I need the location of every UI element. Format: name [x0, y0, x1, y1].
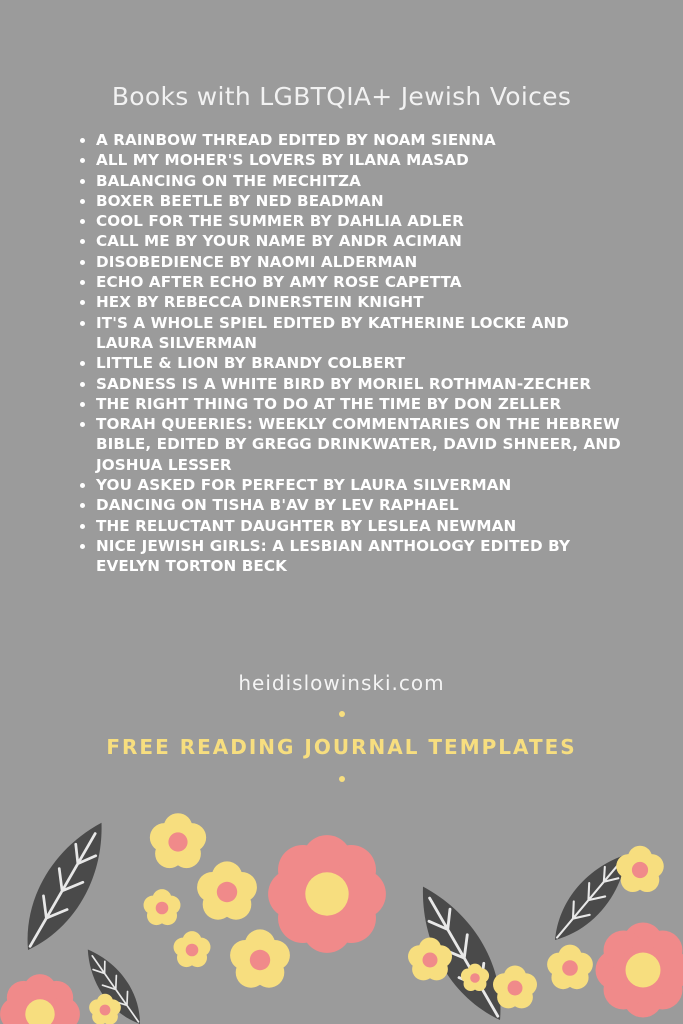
cta-text[interactable]: FREE READING JOURNAL TEMPLATES [106, 735, 577, 759]
divider-dot [339, 776, 345, 782]
pink-flower-icon [268, 835, 386, 953]
floral-decoration [0, 790, 683, 1024]
leaf-icon [9, 812, 121, 961]
yellow-flower-icon [493, 966, 537, 1009]
page-title: Books with LGBTQIA+ Jewish Voices [111, 82, 572, 111]
yellow-flower-icon [150, 813, 206, 868]
list-item: • TORAH QUEERIES: WEEKLY COMMENTARIES ON THE HEBREW BIBLE, EDITED BY GREGG DRINKWATER, DAVID SHNEER, AND JOSHUA LESSER [96, 414, 631, 475]
list-item: • COOL FOR THE SUMMER BY DAHLIA ADLER [96, 211, 631, 231]
list-item: • A RAINBOW THREAD EDITED BY NOAM SIENNA [96, 130, 631, 150]
list-item: • THE RELUCTANT DAUGHTER BY LESLEA NEWMAN [96, 516, 631, 536]
yellow-flower-icon [174, 931, 211, 967]
list-item: • ALL MY MOHER'S LOVERS BY ILANA MASAD [96, 150, 631, 170]
list-item: • DISOBEDIENCE BY NAOMI ALDERMAN [96, 252, 631, 272]
yellow-flower-icon [197, 861, 257, 919]
list-item: • BOXER BEETLE BY NED BEADMAN [96, 191, 631, 211]
book-list [78, 130, 631, 577]
yellow-flower-icon [616, 846, 664, 892]
pink-flower-icon [0, 974, 80, 1024]
list-item: • THE RIGHT THING TO DO AT THE TIME BY DON ZELLER [96, 394, 631, 414]
list-item: • HEX BY REBECCA DINERSTEIN KNIGHT [96, 292, 631, 312]
pink-flower-icon [596, 923, 683, 1018]
list-item: • YOU ASKED FOR PERFECT BY LAURA SILVERMAN [96, 475, 631, 495]
list-item: • SADNESS IS A WHITE BIRD BY MORIEL ROTHMAN-ZECHER [96, 374, 631, 394]
website-link[interactable]: heidislowinski.com [238, 671, 445, 695]
yellow-flower-icon [230, 929, 290, 987]
list-item: • ECHO AFTER ECHO BY AMY ROSE CAPETTA [96, 272, 631, 292]
list-item: • LITTLE & LION BY BRANDY COLBERT [96, 353, 631, 373]
list-item: • NICE JEWISH GIRLS: A LESBIAN ANTHOLOGY EDITED BY EVELYN TORTON BECK [96, 536, 631, 577]
yellow-flower-icon [144, 889, 181, 925]
list-item: • IT'S A WHOLE SPIEL EDITED BY KATHERINE LOCKE AND LAURA SILVERMAN [96, 313, 631, 354]
list-item: • BALANCING ON THE MECHITZA [96, 171, 631, 191]
list-item: • DANCING ON TISHA B'AV BY LEV RAPHAEL [96, 495, 631, 515]
yellow-flower-icon [547, 945, 593, 990]
list-item: • CALL ME BY YOUR NAME BY ANDR ACIMAN [96, 231, 631, 251]
divider-dot [339, 711, 345, 717]
